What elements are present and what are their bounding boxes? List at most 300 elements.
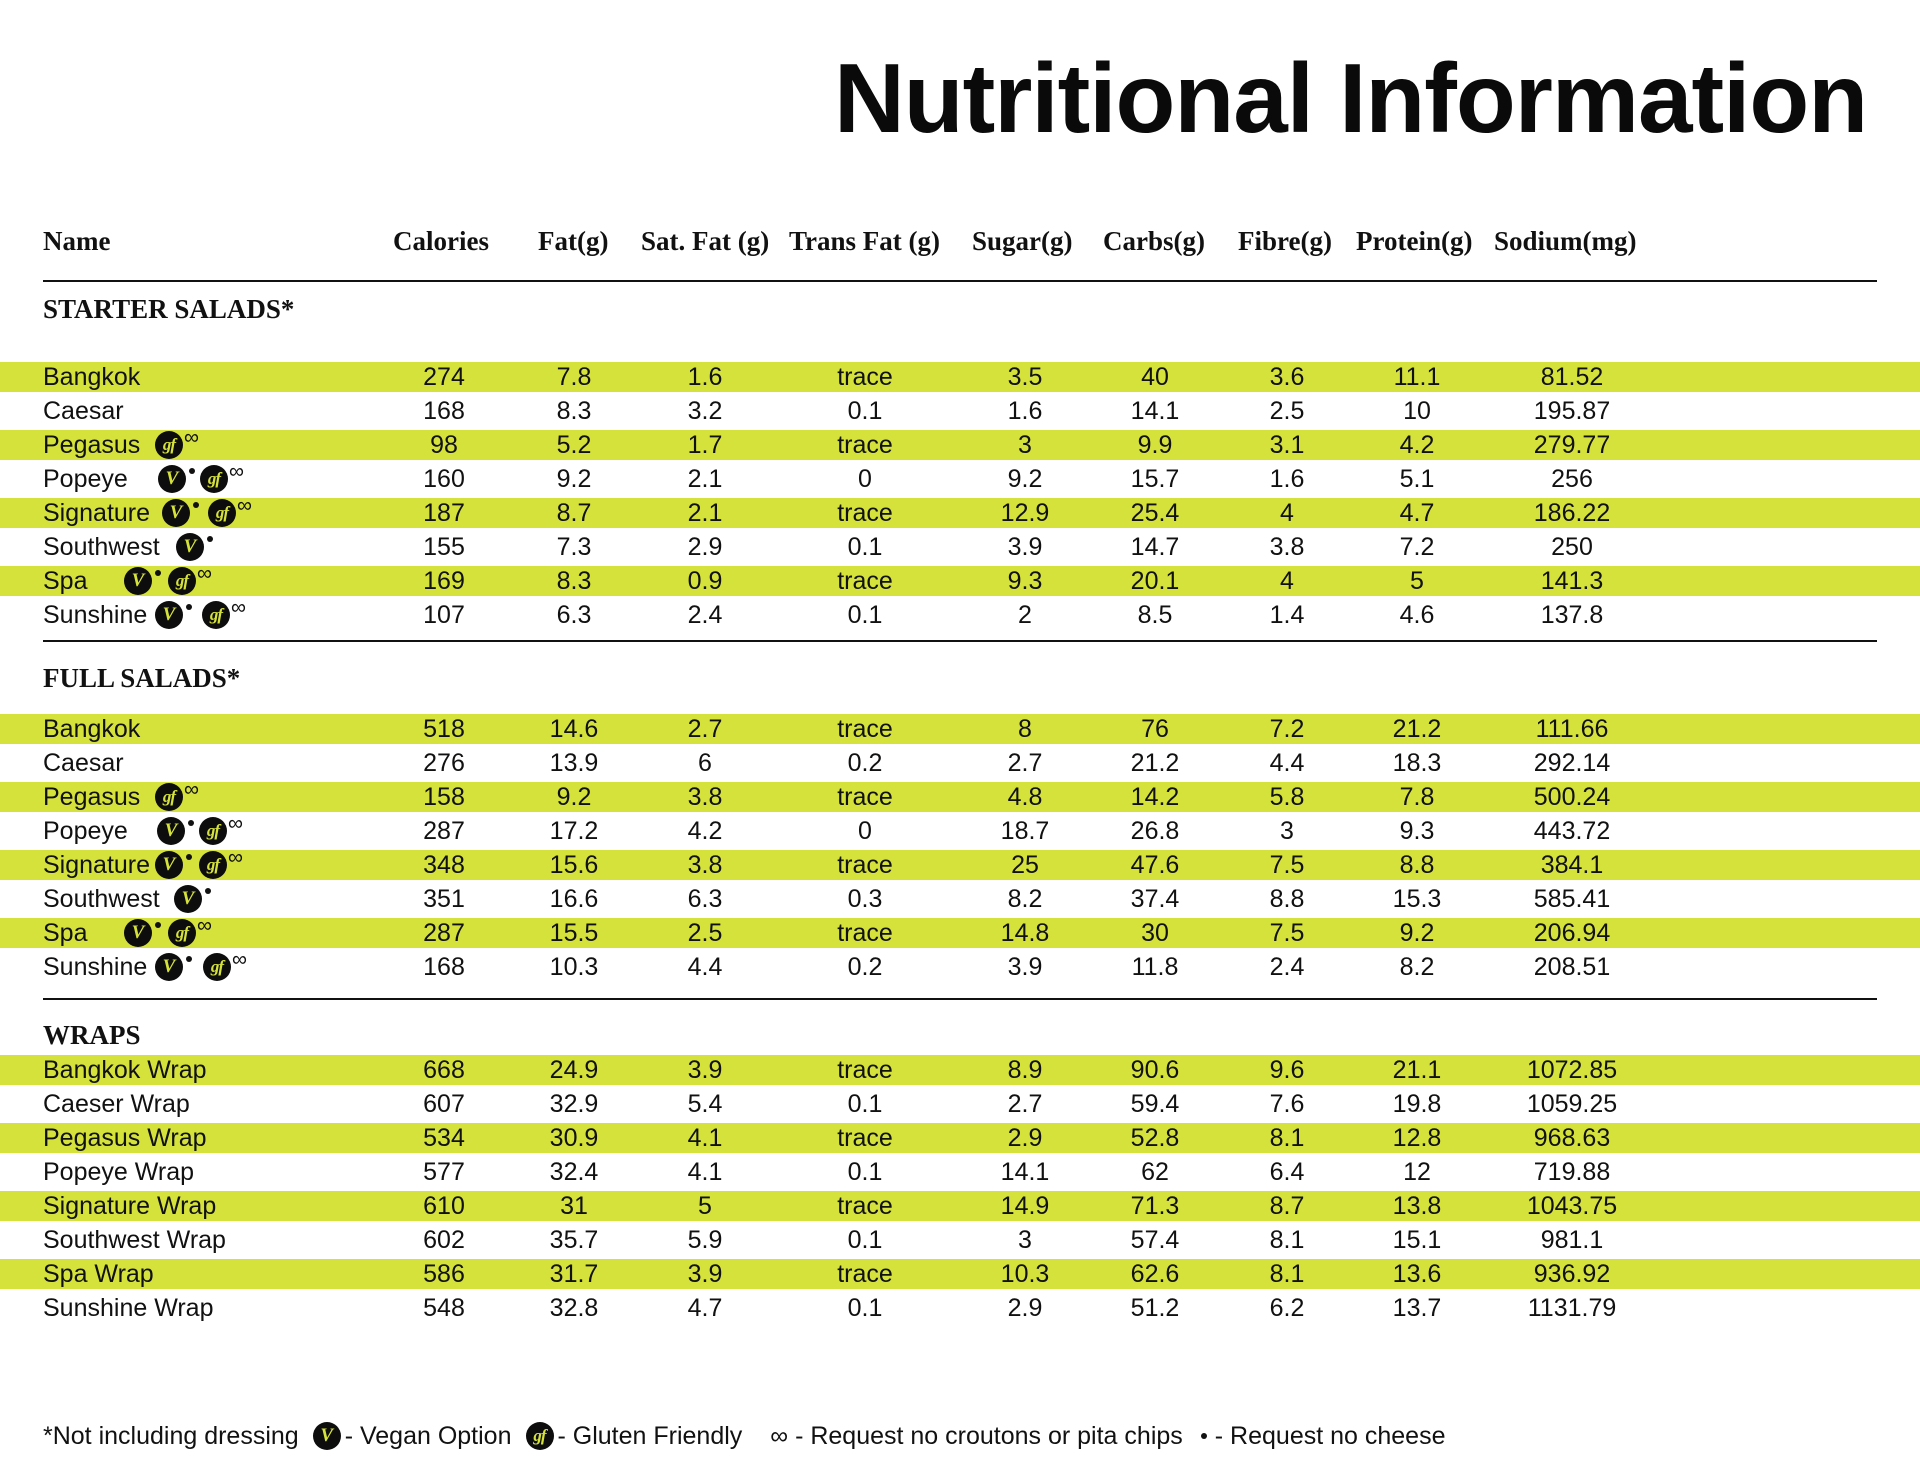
- vegan-icon: V: [124, 567, 152, 595]
- cell-fat: 31.7: [549, 1260, 599, 1288]
- section-title: STARTER SALADS*: [43, 294, 295, 324]
- cell-carbs: 9.9: [1137, 431, 1173, 459]
- cell-trans-fat: trace: [837, 919, 893, 947]
- cell-sat-fat: 4.2: [687, 817, 723, 845]
- table-row: [0, 948, 1920, 982]
- cell-protein: 4.7: [1399, 499, 1435, 527]
- cell-carbs: 47.6: [1130, 851, 1180, 879]
- cell-sat-fat: 3.9: [687, 1056, 723, 1084]
- cell-sugar: 14.9: [1000, 1192, 1050, 1220]
- cell-fat: 14.6: [549, 715, 599, 743]
- table-row: [0, 562, 1920, 596]
- cell-carbs: 20.1: [1130, 567, 1180, 595]
- row-name: Pegasus: [43, 783, 141, 811]
- cell-sugar: 9.2: [1007, 465, 1043, 493]
- cell-sodium: 968.63: [1533, 1124, 1611, 1152]
- no-cheese-dot-icon: [193, 502, 199, 508]
- cell-sodium: 443.72: [1533, 817, 1611, 845]
- cell-protein: 15.3: [1392, 885, 1442, 913]
- page-title: Nutritional Information: [834, 43, 1868, 153]
- cell-fibre: 1.4: [1269, 601, 1305, 629]
- gluten-friendly-icon: gf: [168, 919, 196, 947]
- section-title: WRAPS: [43, 1020, 141, 1050]
- gluten-friendly-icon: gf: [155, 783, 183, 811]
- infinity-icon: ∞: [228, 846, 243, 869]
- cell-fibre: 1.6: [1269, 465, 1305, 493]
- cell-sugar: 12.9: [1000, 499, 1050, 527]
- cell-sat-fat: 3.8: [687, 783, 723, 811]
- cell-calories: 287: [423, 919, 465, 947]
- table-row: [0, 1157, 1920, 1187]
- cell-fibre: 3: [1280, 817, 1294, 845]
- cell-carbs: 21.2: [1130, 749, 1180, 777]
- cell-carbs: 57.4: [1130, 1226, 1180, 1254]
- row-name: Spa: [43, 919, 88, 947]
- cell-calories: 607: [423, 1090, 465, 1118]
- infinity-icon: ∞: [232, 948, 247, 971]
- no-cheese-dot-icon: [207, 536, 213, 542]
- cell-sodium: 279.77: [1533, 431, 1611, 459]
- cell-sugar: 25: [1011, 851, 1039, 879]
- cell-calories: 168: [423, 953, 465, 981]
- cell-sodium: 250: [1551, 533, 1593, 561]
- cell-calories: 287: [423, 817, 465, 845]
- gluten-friendly-icon: gf: [199, 817, 227, 845]
- cell-carbs: 11.8: [1131, 953, 1179, 981]
- cell-protein: 7.2: [1399, 533, 1435, 561]
- cell-calories: 586: [423, 1260, 465, 1288]
- table-row: [0, 1259, 1920, 1289]
- cell-carbs: 90.6: [1130, 1056, 1180, 1084]
- cell-sat-fat: 2.1: [687, 465, 723, 493]
- cell-protein: 7.8: [1399, 783, 1435, 811]
- no-cheese-dot-icon: [188, 820, 194, 826]
- gluten-friendly-icon: gf: [202, 601, 230, 629]
- header-protein: Protein(g): [1356, 226, 1473, 256]
- cell-trans-fat: 0.1: [847, 397, 883, 425]
- cell-sugar: 14.1: [1000, 1158, 1050, 1186]
- cell-protein: 11.1: [1393, 363, 1441, 391]
- cell-calories: 534: [423, 1124, 465, 1152]
- cell-fibre: 8.1: [1269, 1226, 1305, 1254]
- cell-sat-fat: 4.1: [687, 1158, 723, 1186]
- legend-croutons-label: ∞ - Request no croutons or pita chips: [770, 1421, 1183, 1450]
- gluten-friendly-icon: gf: [200, 465, 228, 493]
- infinity-icon: ∞: [197, 914, 212, 937]
- cell-sodium: 81.52: [1540, 363, 1604, 391]
- cell-trans-fat: 0.1: [847, 1090, 883, 1118]
- header-carbs: Carbs(g): [1103, 226, 1205, 256]
- vegan-icon: V: [157, 817, 185, 845]
- cell-sodium: 1131.79: [1527, 1294, 1617, 1322]
- row-name: Sunshine: [43, 601, 148, 629]
- legend: [43, 1418, 1445, 1454]
- table-row: [0, 596, 1920, 630]
- cell-calories: 602: [423, 1226, 465, 1254]
- cell-fibre: 8.8: [1269, 885, 1305, 913]
- cell-trans-fat: 0.2: [847, 953, 883, 981]
- cell-fat: 8.3: [556, 397, 592, 425]
- table-row: [0, 1089, 1920, 1119]
- infinity-icon: ∞: [228, 812, 243, 835]
- cell-protein: 5.1: [1399, 465, 1435, 493]
- cell-protein: 13.8: [1392, 1192, 1442, 1220]
- table-row: [0, 362, 1920, 392]
- cell-protein: 10: [1403, 397, 1431, 425]
- cell-protein: 21.1: [1392, 1056, 1442, 1084]
- cell-sodium: 1059.25: [1526, 1090, 1618, 1118]
- cell-trans-fat: 0.2: [847, 749, 883, 777]
- row-name: Pegasus Wrap: [43, 1124, 207, 1152]
- cell-sugar: 14.8: [1000, 919, 1050, 947]
- cell-protein: 15.1: [1392, 1226, 1442, 1254]
- table-row: [0, 714, 1920, 744]
- cell-calories: 168: [423, 397, 465, 425]
- cell-protein: 13.6: [1392, 1260, 1442, 1288]
- cell-trans-fat: 0.1: [847, 1226, 883, 1254]
- cell-sugar: 18.7: [1000, 817, 1050, 845]
- cell-sodium: 500.24: [1533, 783, 1611, 811]
- gluten-friendly-icon: gf: [526, 1422, 554, 1450]
- cell-protein: 9.3: [1399, 817, 1435, 845]
- cell-trans-fat: 0: [858, 817, 872, 845]
- no-cheese-dot-icon: [155, 570, 161, 576]
- table-row: [0, 460, 1920, 494]
- vegan-icon: V: [124, 919, 152, 947]
- cell-sat-fat: 2.9: [687, 533, 723, 561]
- cell-fibre: 2.5: [1269, 397, 1305, 425]
- header-sugar: Sugar(g): [972, 226, 1073, 256]
- cell-sat-fat: 5.4: [687, 1090, 723, 1118]
- cell-sodium: 141.3: [1540, 567, 1604, 595]
- cell-carbs: 52.8: [1130, 1124, 1180, 1152]
- cell-protein: 12: [1403, 1158, 1431, 1186]
- cell-fibre: 7.2: [1269, 715, 1305, 743]
- row-name: Caesar: [43, 749, 124, 777]
- cell-trans-fat: 0.1: [847, 1158, 883, 1186]
- cell-sugar: 2.9: [1007, 1294, 1043, 1322]
- table-row: [0, 1123, 1920, 1153]
- cell-trans-fat: trace: [837, 363, 893, 391]
- cell-sugar: 2.9: [1007, 1124, 1043, 1152]
- infinity-icon: ∞: [184, 778, 199, 801]
- cell-fibre: 6.2: [1269, 1294, 1305, 1322]
- cell-sat-fat: 6: [698, 749, 712, 777]
- cell-calories: 276: [423, 749, 465, 777]
- cell-sugar: 3.9: [1007, 533, 1043, 561]
- table-row: [0, 914, 1920, 948]
- no-cheese-dot-icon: [205, 888, 211, 894]
- cell-trans-fat: trace: [837, 499, 893, 527]
- cell-sugar: 2: [1018, 601, 1032, 629]
- header-trans-fat: Trans Fat (g): [789, 226, 940, 256]
- table-row: [0, 1293, 1920, 1323]
- vegan-icon: V: [155, 851, 183, 879]
- cell-fibre: 7.6: [1269, 1090, 1305, 1118]
- cell-protein: 13.7: [1392, 1294, 1442, 1322]
- cell-calories: 577: [423, 1158, 465, 1186]
- gluten-friendly-icon: gf: [168, 567, 196, 595]
- cell-calories: 107: [423, 601, 465, 629]
- cell-trans-fat: trace: [837, 431, 893, 459]
- table-row: [0, 884, 1920, 914]
- cell-fat: 24.9: [549, 1056, 599, 1084]
- cell-sat-fat: 2.7: [687, 715, 723, 743]
- cell-trans-fat: trace: [837, 1260, 893, 1288]
- table-row: [0, 396, 1920, 426]
- cell-sat-fat: 5: [698, 1192, 712, 1220]
- cell-carbs: 14.7: [1130, 533, 1180, 561]
- cell-calories: 351: [423, 885, 465, 913]
- cell-calories: 548: [423, 1294, 465, 1322]
- cell-carbs: 76: [1141, 715, 1169, 743]
- cell-fibre: 2.4: [1269, 953, 1305, 981]
- table-row: [0, 426, 1920, 460]
- legend-vegan-label: - Vegan Option: [344, 1421, 512, 1450]
- vegan-icon: V: [158, 465, 186, 493]
- cell-trans-fat: trace: [837, 1124, 893, 1152]
- cell-sat-fat: 4.7: [687, 1294, 723, 1322]
- cell-calories: 668: [423, 1056, 465, 1084]
- cell-sugar: 3.9: [1007, 953, 1043, 981]
- cell-protein: 5: [1410, 567, 1424, 595]
- bullet-icon: [1201, 1433, 1207, 1439]
- cell-sodium: 111.66: [1535, 715, 1609, 743]
- cell-fibre: 5.8: [1269, 783, 1305, 811]
- cell-trans-fat: trace: [837, 1056, 893, 1084]
- row-name: Pegasus: [43, 431, 141, 459]
- cell-fat: 32.8: [549, 1294, 599, 1322]
- cell-trans-fat: trace: [837, 1192, 893, 1220]
- cell-sugar: 8.9: [1007, 1056, 1043, 1084]
- cell-fat: 7.3: [556, 533, 592, 561]
- row-name: Southwest: [43, 533, 160, 561]
- cell-fibre: 7.5: [1269, 919, 1305, 947]
- row-name: Sunshine: [43, 953, 148, 981]
- cell-protein: 18.3: [1392, 749, 1442, 777]
- cell-sugar: 10.3: [1000, 1260, 1050, 1288]
- row-name: Popeye Wrap: [43, 1158, 195, 1186]
- cell-sodium: 186.22: [1533, 499, 1611, 527]
- table-row: [0, 778, 1920, 812]
- cell-trans-fat: trace: [837, 851, 893, 879]
- cell-sodium: 981.1: [1540, 1226, 1604, 1254]
- infinity-icon: ∞: [184, 426, 199, 449]
- table-row: [0, 748, 1920, 778]
- table-row: [0, 812, 1920, 846]
- cell-sugar: 8: [1018, 715, 1032, 743]
- header-sodium: Sodium(mg): [1494, 226, 1637, 256]
- cell-sat-fat: 3.2: [687, 397, 723, 425]
- cell-sodium: 256: [1551, 465, 1593, 493]
- cell-sat-fat: 4.4: [687, 953, 723, 981]
- row-name: Signature: [43, 499, 151, 527]
- cell-trans-fat: 0.1: [847, 533, 883, 561]
- cell-carbs: 25.4: [1130, 499, 1180, 527]
- cell-fibre: 3.1: [1269, 431, 1305, 459]
- section-divider: [43, 280, 1877, 282]
- cell-protein: 12.8: [1392, 1124, 1442, 1152]
- infinity-icon: ∞: [231, 596, 246, 619]
- row-name: Bangkok Wrap: [43, 1056, 207, 1084]
- cell-protein: 9.2: [1399, 919, 1435, 947]
- cell-trans-fat: 0.3: [847, 885, 883, 913]
- cell-fat: 10.3: [549, 953, 599, 981]
- cell-fat: 7.8: [556, 363, 592, 391]
- cell-fibre: 4: [1280, 567, 1294, 595]
- infinity-icon: ∞: [229, 460, 244, 483]
- cell-fibre: 8.7: [1269, 1192, 1305, 1220]
- cell-carbs: 14.2: [1130, 783, 1180, 811]
- cell-sugar: 2.7: [1007, 1090, 1043, 1118]
- cell-sat-fat: 3.8: [687, 851, 723, 879]
- row-name: Caesar: [43, 397, 124, 425]
- cell-fat: 32.4: [549, 1158, 599, 1186]
- cell-fibre: 4: [1280, 499, 1294, 527]
- cell-carbs: 51.2: [1130, 1294, 1180, 1322]
- cell-sodium: 206.94: [1533, 919, 1611, 947]
- cell-sat-fat: 1.7: [687, 431, 723, 459]
- cell-fibre: 9.6: [1269, 1056, 1305, 1084]
- cell-sodium: 936.92: [1533, 1260, 1611, 1288]
- cell-sugar: 4.8: [1007, 783, 1043, 811]
- vegan-icon: V: [313, 1422, 341, 1450]
- no-cheese-dot-icon: [186, 956, 192, 962]
- cell-sodium: 292.14: [1533, 749, 1611, 777]
- row-name: Caeser Wrap: [43, 1090, 190, 1118]
- cell-sugar: 3.5: [1007, 363, 1043, 391]
- cell-carbs: 71.3: [1130, 1192, 1180, 1220]
- row-name: Signature Wrap: [43, 1192, 217, 1220]
- cell-fibre: 6.4: [1269, 1158, 1305, 1186]
- header-fibre: Fibre(g): [1238, 226, 1332, 256]
- table-row: [0, 1055, 1920, 1085]
- cell-sodium: 384.1: [1540, 851, 1604, 879]
- vegan-icon: V: [174, 885, 202, 913]
- cell-fibre: 7.5: [1269, 851, 1305, 879]
- cell-fat: 8.3: [556, 567, 592, 595]
- cell-carbs: 30: [1141, 919, 1169, 947]
- cell-fat: 13.9: [549, 749, 599, 777]
- cell-trans-fat: trace: [837, 567, 893, 595]
- section-divider: [43, 998, 1877, 1000]
- vegan-icon: V: [162, 499, 190, 527]
- cell-protein: 19.8: [1392, 1090, 1442, 1118]
- row-name: Bangkok: [43, 363, 141, 391]
- cell-fibre: 8.1: [1269, 1124, 1305, 1152]
- cell-trans-fat: trace: [837, 783, 893, 811]
- cell-protein: 8.8: [1399, 851, 1435, 879]
- cell-calories: 155: [423, 533, 465, 561]
- row-name: Bangkok: [43, 715, 141, 743]
- cell-fat: 32.9: [549, 1090, 599, 1118]
- cell-fat: 9.2: [556, 783, 592, 811]
- table-row: [0, 1225, 1920, 1255]
- cell-sat-fat: 3.9: [687, 1260, 723, 1288]
- cell-sat-fat: 2.1: [687, 499, 723, 527]
- cell-sodium: 195.87: [1533, 397, 1611, 425]
- table-row: [0, 532, 1920, 562]
- cell-fat: 31: [560, 1192, 588, 1220]
- row-name: Sunshine Wrap: [43, 1294, 214, 1322]
- table-row: [0, 494, 1920, 528]
- cell-sodium: 1043.75: [1526, 1192, 1618, 1220]
- legend-note: *Not including dressing: [43, 1421, 299, 1450]
- header-name: Name: [43, 226, 111, 256]
- cell-fibre: 8.1: [1269, 1260, 1305, 1288]
- cell-sugar: 3: [1018, 1226, 1032, 1254]
- gluten-friendly-icon: gf: [155, 431, 183, 459]
- no-cheese-dot-icon: [186, 854, 192, 860]
- cell-calories: 98: [430, 431, 458, 459]
- section-title: FULL SALADS*: [43, 663, 241, 693]
- cell-carbs: 8.5: [1137, 601, 1173, 629]
- cell-carbs: 14.1: [1130, 397, 1180, 425]
- cell-sodium: 1072.85: [1526, 1056, 1618, 1084]
- cell-sodium: 137.8: [1540, 601, 1604, 629]
- cell-sodium: 585.41: [1533, 885, 1611, 913]
- cell-calories: 169: [423, 567, 465, 595]
- cell-fat: 16.6: [549, 885, 599, 913]
- cell-fat: 17.2: [549, 817, 599, 845]
- legend-cheese-label: - Request no cheese: [1214, 1421, 1446, 1450]
- cell-calories: 160: [423, 465, 465, 493]
- cell-sugar: 1.6: [1007, 397, 1043, 425]
- vegan-icon: V: [155, 953, 183, 981]
- row-name: Spa: [43, 567, 88, 595]
- gluten-friendly-icon: gf: [199, 851, 227, 879]
- vegan-icon: V: [155, 601, 183, 629]
- vegan-icon: V: [176, 533, 204, 561]
- cell-sugar: 8.2: [1007, 885, 1043, 913]
- cell-sat-fat: 1.6: [687, 363, 723, 391]
- cell-carbs: 40: [1141, 363, 1169, 391]
- cell-protein: 8.2: [1399, 953, 1435, 981]
- cell-calories: 610: [423, 1192, 465, 1220]
- cell-trans-fat: 0: [858, 465, 872, 493]
- cell-carbs: 26.8: [1130, 817, 1180, 845]
- cell-sat-fat: 4.1: [687, 1124, 723, 1152]
- cell-sugar: 2.7: [1007, 749, 1043, 777]
- cell-carbs: 59.4: [1130, 1090, 1180, 1118]
- row-name: Southwest: [43, 885, 160, 913]
- cell-calories: 158: [423, 783, 465, 811]
- row-name: Popeye: [43, 817, 128, 845]
- cell-carbs: 15.7: [1130, 465, 1180, 493]
- cell-carbs: 37.4: [1130, 885, 1180, 913]
- table-row: [0, 846, 1920, 880]
- cell-fat: 15.6: [549, 851, 599, 879]
- cell-sat-fat: 2.5: [687, 919, 723, 947]
- gluten-friendly-icon: gf: [203, 953, 231, 981]
- cell-trans-fat: trace: [837, 715, 893, 743]
- cell-fat: 6.3: [556, 601, 592, 629]
- row-name: Signature: [43, 851, 151, 879]
- cell-fat: 15.5: [549, 919, 599, 947]
- cell-carbs: 62: [1141, 1158, 1169, 1186]
- cell-calories: 274: [423, 363, 465, 391]
- cell-calories: 348: [423, 851, 465, 879]
- cell-sat-fat: 5.9: [687, 1226, 723, 1254]
- cell-protein: 21.2: [1392, 715, 1442, 743]
- cell-calories: 187: [423, 499, 465, 527]
- gluten-friendly-icon: gf: [208, 499, 236, 527]
- cell-protein: 4.6: [1399, 601, 1435, 629]
- header-fat: Fat(g): [538, 226, 609, 256]
- no-cheese-dot-icon: [189, 468, 195, 474]
- cell-sat-fat: 0.9: [687, 567, 723, 595]
- no-cheese-dot-icon: [155, 922, 161, 928]
